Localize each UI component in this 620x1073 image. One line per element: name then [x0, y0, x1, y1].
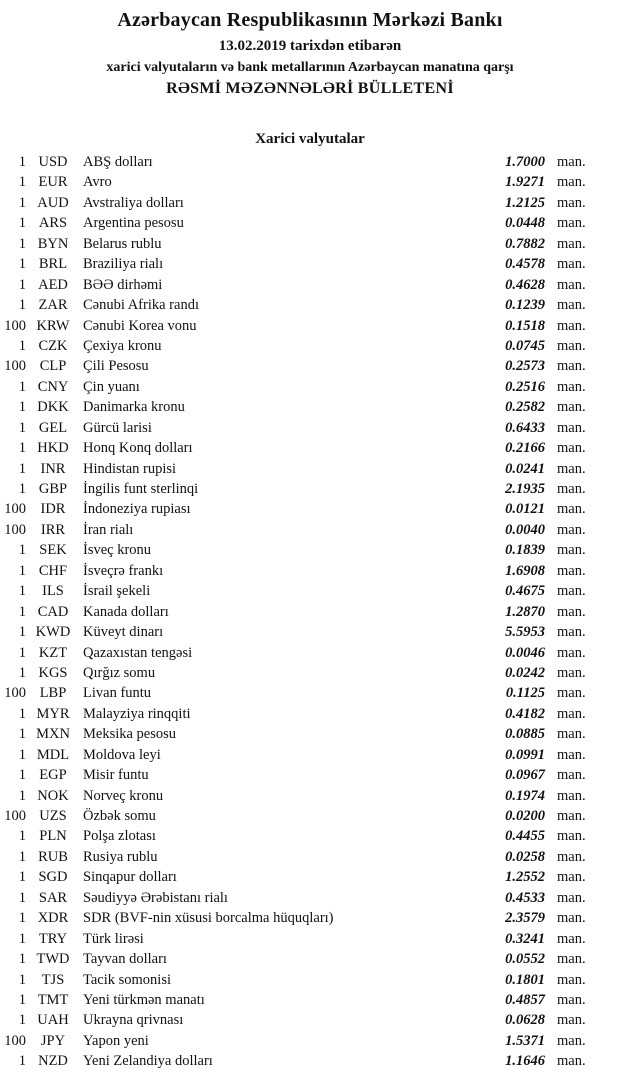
currency-name-cell: Honq Konq dolları	[83, 440, 193, 457]
bank-name: Azərbaycan Respublikasının Mərkəzi Bankı	[117, 9, 503, 31]
table-row	[0, 254, 592, 274]
table-row	[0, 745, 592, 765]
quantity-cell: 1	[18, 746, 26, 763]
table-row	[0, 520, 592, 540]
rate-cell: 0.0745	[505, 337, 545, 354]
quantity-cell: 1	[18, 910, 26, 927]
quantity-cell: 100	[4, 358, 26, 375]
table-row	[0, 847, 592, 867]
currency-code-cell: UZS	[39, 808, 67, 824]
rate-cell: 0.4578	[505, 256, 545, 273]
currency-name-cell: Polşa zlotası	[83, 828, 156, 845]
rate-cell: 0.4628	[505, 276, 545, 293]
currency-name-cell: Malayziya rinqqiti	[83, 705, 191, 722]
quantity-cell: 1	[18, 664, 26, 681]
table-row	[0, 540, 592, 560]
quantity-cell: 1	[18, 971, 26, 988]
currency-code-cell: KZT	[38, 644, 68, 661]
currency-code-cell: ILS	[42, 583, 64, 600]
currency-name-cell: Avro	[83, 174, 112, 191]
table-row	[0, 561, 592, 581]
currency-code-cell: INR	[40, 460, 66, 477]
rate-cell: 0.0121	[505, 501, 545, 518]
quantity-cell: 1	[18, 726, 26, 743]
currency-code-cell: KWD	[35, 624, 71, 641]
quantity-cell: 1	[18, 1053, 26, 1070]
unit-cell: man.	[557, 603, 586, 620]
currency-name-cell: Yapon yeni	[83, 1032, 149, 1049]
unit-cell: man.	[557, 808, 586, 824]
rate-cell: 0.0258	[505, 848, 545, 865]
currency-name-cell: Cənubi Afrika randı	[83, 297, 199, 314]
table-row	[0, 643, 592, 663]
document-header	[0, 0, 620, 99]
currency-name-cell: İran rialı	[83, 521, 134, 538]
currency-code-cell: AUD	[37, 194, 69, 211]
table-row	[0, 581, 592, 601]
quantity-cell: 1	[18, 256, 26, 273]
unit-cell: man.	[557, 1032, 586, 1049]
rate-cell: 1.7000	[505, 154, 545, 170]
table-row	[0, 459, 592, 479]
currency-code-cell: CNY	[37, 378, 69, 395]
unit-cell: man.	[557, 276, 586, 293]
quantity-cell: 1	[18, 174, 26, 191]
currency-code-cell: DKK	[37, 399, 69, 416]
currency-name-cell: Qazaxıstan tengəsi	[83, 644, 193, 661]
section-title: Xarici valyutalar	[255, 131, 365, 147]
quantity-cell: 1	[18, 215, 26, 232]
currency-name-cell: Türk lirəsi	[83, 930, 144, 947]
currency-code-cell: TJS	[41, 971, 65, 988]
unit-cell: man.	[557, 930, 586, 947]
quantity-cell: 1	[18, 644, 26, 661]
currency-code-cell: CLP	[39, 358, 67, 375]
table-row	[0, 970, 592, 990]
unit-cell: man.	[557, 215, 586, 232]
rate-cell: 2.1935	[505, 481, 545, 497]
currency-code-cell: PLN	[39, 828, 67, 845]
currency-name-cell: Qırğız somu	[83, 664, 156, 681]
quantity-cell: 1	[18, 481, 26, 497]
rate-cell: 0.1125	[505, 685, 545, 702]
table-row	[0, 704, 592, 724]
table-row	[0, 418, 592, 438]
table-row	[0, 622, 592, 642]
unit-cell: man.	[557, 481, 586, 497]
unit-cell: man.	[557, 460, 586, 477]
currency-code-cell: HKD	[37, 440, 69, 457]
unit-cell: man.	[557, 848, 586, 865]
table-row	[0, 213, 592, 233]
rate-cell: 0.3241	[505, 930, 545, 947]
quantity-cell: 1	[18, 378, 26, 395]
currency-name-cell: İsveç kronu	[83, 542, 152, 559]
table-row	[0, 908, 592, 928]
currency-name-cell: Livan funtu	[83, 685, 152, 702]
table-row	[0, 172, 592, 192]
rate-cell: 0.2516	[505, 378, 545, 395]
currency-name-cell: Ukrayna qrivnası	[83, 1012, 184, 1029]
unit-cell: man.	[557, 337, 586, 354]
currency-code-cell: EUR	[38, 174, 68, 191]
unit-cell: man.	[557, 1012, 586, 1029]
table-row	[0, 683, 592, 703]
rate-cell: 0.0200	[505, 808, 545, 824]
quantity-cell: 1	[18, 542, 26, 559]
rate-cell: 1.6908	[505, 562, 545, 579]
table-row	[0, 499, 592, 519]
table-row	[0, 275, 592, 295]
currency-code-cell: AED	[38, 276, 68, 293]
rate-cell: 0.0967	[505, 767, 545, 784]
currency-name-cell: Səudiyyə Ərəbistanı rialı	[83, 889, 228, 906]
unit-cell: man.	[557, 235, 586, 252]
currency-code-cell: CAD	[37, 603, 69, 620]
table-row	[0, 1031, 592, 1051]
rate-cell: 5.5953	[505, 624, 545, 641]
currency-name-cell: Sinqapur dolları	[83, 869, 177, 886]
currency-name-cell: Tayvan dolları	[83, 951, 167, 968]
quantity-cell: 1	[18, 848, 26, 865]
unit-cell: man.	[557, 664, 586, 681]
currency-name-cell: İndoneziya rupiası	[83, 501, 191, 518]
table-row	[0, 1010, 592, 1030]
table-row	[0, 724, 592, 744]
quantity-cell: 1	[18, 889, 26, 906]
table-row	[0, 867, 592, 887]
rate-cell: 0.2573	[505, 358, 545, 375]
rate-cell: 1.5371	[505, 1032, 545, 1049]
table-row	[0, 786, 592, 806]
rate-cell: 0.0046	[505, 644, 545, 661]
quantity-cell: 1	[18, 951, 26, 968]
quantity-cell: 1	[18, 419, 26, 436]
currency-name-cell: Belarus rublu	[83, 235, 162, 252]
rate-cell: 0.0991	[505, 746, 545, 763]
rate-cell: 0.1801	[505, 971, 545, 988]
currency-code-cell: CZK	[38, 337, 68, 354]
currency-name-cell: Meksika pesosu	[83, 726, 177, 743]
rate-cell: 0.4455	[505, 828, 545, 845]
table-row	[0, 316, 592, 336]
currency-name-cell: Braziliya rialı	[83, 256, 164, 273]
table-row	[0, 826, 592, 846]
currency-name-cell: Çin yuanı	[83, 378, 140, 395]
table-row	[0, 990, 592, 1010]
quantity-cell: 1	[18, 276, 26, 293]
table-row	[0, 234, 592, 254]
unit-cell: man.	[557, 828, 586, 845]
table-row	[0, 295, 592, 315]
quantity-cell: 100	[4, 1032, 26, 1049]
currency-name-cell: Rusiya rublu	[83, 848, 158, 865]
table-row	[0, 336, 592, 356]
currency-name-cell: Misir funtu	[83, 767, 149, 784]
currency-name-cell: İsveçrə frankı	[83, 562, 164, 579]
currency-name-cell: ABŞ dolları	[83, 154, 153, 170]
currency-name-cell: Danimarka kronu	[83, 399, 185, 416]
currency-name-cell: Tacik somonisi	[83, 971, 171, 988]
currency-name-cell: Gürcü larisi	[83, 419, 152, 436]
unit-cell: man.	[557, 174, 586, 191]
rate-cell: 0.2582	[505, 399, 545, 416]
quantity-cell: 1	[18, 828, 26, 845]
unit-cell: man.	[557, 685, 586, 702]
currency-name-cell: BƏƏ dirhəmi	[83, 276, 163, 293]
document-subtitle: xarici valyutaların və bank metallarının Azərbaycan manatına qarşı	[106, 60, 514, 75]
currency-code-cell: GBP	[38, 481, 68, 497]
rate-cell: 0.0628	[505, 1012, 545, 1029]
rate-cell: 0.4675	[505, 583, 545, 600]
currency-code-cell: NZD	[38, 1053, 68, 1070]
rate-cell: 2.3579	[505, 910, 545, 927]
currency-code-cell: TWD	[36, 951, 70, 968]
currency-code-cell: CHF	[38, 562, 68, 579]
currency-name-cell: SDR (BVF-nin xüsusi borcalma hüquqları)	[83, 910, 334, 927]
currency-code-cell: SAR	[38, 889, 68, 906]
quantity-cell: 1	[18, 787, 26, 804]
table-row	[0, 356, 592, 376]
rate-cell: 0.2166	[505, 440, 545, 457]
rate-cell: 0.7882	[505, 235, 545, 252]
currency-code-cell: EGP	[39, 767, 67, 784]
rate-cell: 0.1518	[505, 317, 545, 334]
currency-name-cell: Argentina pesosu	[83, 215, 184, 232]
currency-code-cell: BYN	[37, 235, 69, 252]
rate-cell: 1.1646	[505, 1053, 545, 1070]
quantity-cell: 1	[18, 930, 26, 947]
unit-cell: man.	[557, 787, 586, 804]
table-row	[0, 152, 592, 172]
unit-cell: man.	[557, 746, 586, 763]
quantity-cell: 100	[4, 317, 26, 334]
unit-cell: man.	[557, 399, 586, 416]
table-row	[0, 377, 592, 397]
unit-cell: man.	[557, 991, 586, 1008]
currency-code-cell: ARS	[38, 215, 68, 232]
quantity-cell: 1	[18, 235, 26, 252]
rate-cell: 1.2125	[505, 194, 545, 211]
effective-date: 13.02.2019 tarixdən etibarən	[218, 38, 402, 54]
rate-cell: 0.0040	[505, 521, 545, 538]
currency-code-cell: NOK	[37, 787, 69, 804]
currency-code-cell: KGS	[38, 664, 68, 681]
rate-cell: 0.0552	[505, 951, 545, 968]
table-row	[0, 193, 592, 213]
quantity-cell: 100	[4, 808, 26, 824]
unit-cell: man.	[557, 440, 586, 457]
unit-cell: man.	[557, 542, 586, 559]
unit-cell: man.	[557, 644, 586, 661]
unit-cell: man.	[557, 501, 586, 518]
unit-cell: man.	[557, 889, 586, 906]
quantity-cell: 1	[18, 624, 26, 641]
currency-code-cell: USD	[38, 154, 68, 170]
currency-code-cell: MXN	[36, 726, 70, 743]
quantity-cell: 100	[4, 685, 26, 702]
unit-cell: man.	[557, 194, 586, 211]
currency-name-cell: İsrail şekeli	[83, 583, 151, 600]
table-row	[0, 602, 592, 622]
currency-code-cell: RUB	[38, 848, 68, 865]
unit-cell: man.	[557, 419, 586, 436]
currency-code-cell: ZAR	[38, 297, 68, 314]
quantity-cell: 1	[18, 440, 26, 457]
currency-name-cell: Çili Pesosu	[83, 358, 149, 375]
rate-cell: 0.0448	[505, 215, 545, 232]
unit-cell: man.	[557, 562, 586, 579]
rate-cell: 0.0242	[505, 664, 545, 681]
quantity-cell: 100	[4, 501, 26, 518]
unit-cell: man.	[557, 951, 586, 968]
unit-cell: man.	[557, 378, 586, 395]
table-row	[0, 949, 592, 969]
unit-cell: man.	[557, 1053, 586, 1070]
table-row	[0, 397, 592, 417]
quantity-cell: 1	[18, 583, 26, 600]
currency-table	[0, 152, 620, 1072]
quantity-cell: 1	[18, 460, 26, 477]
currency-code-cell: MYR	[36, 705, 70, 722]
currency-name-cell: Yeni Zelandiya dolları	[83, 1053, 213, 1070]
unit-cell: man.	[557, 297, 586, 314]
currency-code-cell: GEL	[38, 419, 68, 436]
unit-cell: man.	[557, 971, 586, 988]
table-row	[0, 1051, 592, 1071]
currency-name-cell: Yeni türkmən manatı	[83, 991, 205, 1008]
currency-name-cell: Hindistan rupisi	[83, 460, 177, 477]
unit-cell: man.	[557, 624, 586, 641]
table-row	[0, 888, 592, 908]
currency-code-cell: TMT	[37, 991, 69, 1008]
currency-code-cell: XDR	[37, 910, 69, 927]
currency-name-cell: Çexiya kronu	[83, 337, 162, 354]
currency-name-cell: İngilis funt sterlinqi	[83, 481, 199, 497]
quantity-cell: 1	[18, 705, 26, 722]
rate-cell: 0.0241	[505, 460, 545, 477]
quantity-cell: 1	[18, 154, 26, 170]
quantity-cell: 1	[18, 991, 26, 1008]
unit-cell: man.	[557, 358, 586, 375]
rate-cell: 0.4533	[505, 889, 545, 906]
unit-cell: man.	[557, 726, 586, 743]
table-row	[0, 765, 592, 785]
rate-cell: 1.9271	[505, 174, 545, 191]
quantity-cell: 1	[18, 399, 26, 416]
currency-code-cell: IRR	[40, 521, 66, 538]
quantity-cell: 100	[4, 521, 26, 538]
unit-cell: man.	[557, 767, 586, 784]
currency-code-cell: LBP	[39, 685, 67, 702]
rate-cell: 0.6433	[505, 419, 545, 436]
currency-code-cell: TRY	[38, 930, 68, 947]
currency-code-cell: KRW	[36, 317, 70, 334]
unit-cell: man.	[557, 583, 586, 600]
currency-name-cell: Özbək somu	[83, 808, 156, 824]
table-row	[0, 438, 592, 458]
rate-cell: 0.0885	[505, 726, 545, 743]
currency-name-cell: Cənubi Korea vonu	[83, 317, 197, 334]
rate-cell: 0.1839	[505, 542, 545, 559]
currency-code-cell: MDL	[36, 746, 70, 763]
unit-cell: man.	[557, 256, 586, 273]
unit-cell: man.	[557, 869, 586, 886]
rate-cell: 0.4857	[505, 991, 545, 1008]
unit-cell: man.	[557, 154, 586, 170]
quantity-cell: 1	[18, 562, 26, 579]
table-row	[0, 663, 592, 683]
quantity-cell: 1	[18, 869, 26, 886]
currency-name-cell: Küveyt dinarı	[83, 624, 164, 641]
currency-name-cell: Norveç kronu	[83, 787, 164, 804]
quantity-cell: 1	[18, 194, 26, 211]
currency-name-cell: Avstraliya dolları	[83, 194, 184, 211]
currency-code-cell: SGD	[38, 869, 68, 886]
unit-cell: man.	[557, 521, 586, 538]
rate-cell: 0.4182	[505, 705, 545, 722]
quantity-cell: 1	[18, 297, 26, 314]
currency-code-cell: JPY	[40, 1032, 66, 1049]
rate-cell: 0.1974	[505, 787, 545, 804]
currency-code-cell: BRL	[38, 256, 68, 273]
rate-cell: 1.2552	[505, 869, 545, 886]
unit-cell: man.	[557, 910, 586, 927]
quantity-cell: 1	[18, 603, 26, 620]
unit-cell: man.	[557, 317, 586, 334]
currency-code-cell: IDR	[40, 501, 66, 518]
quantity-cell: 1	[18, 767, 26, 784]
currency-code-cell: UAH	[37, 1012, 69, 1029]
table-row	[0, 929, 592, 949]
quantity-cell: 1	[18, 1012, 26, 1029]
currency-code-cell: SEK	[39, 542, 67, 559]
currency-name-cell: Kanada dolları	[83, 603, 169, 620]
currency-name-cell: Moldova leyi	[83, 746, 161, 763]
unit-cell: man.	[557, 705, 586, 722]
bulletin-title: RƏSMİ MƏZƏNNƏLƏRİ BÜLLETENİ	[166, 80, 454, 97]
rate-cell: 1.2870	[505, 603, 545, 620]
table-row	[0, 479, 592, 499]
table-row	[0, 806, 592, 826]
quantity-cell: 1	[18, 337, 26, 354]
rate-cell: 0.1239	[505, 297, 545, 314]
